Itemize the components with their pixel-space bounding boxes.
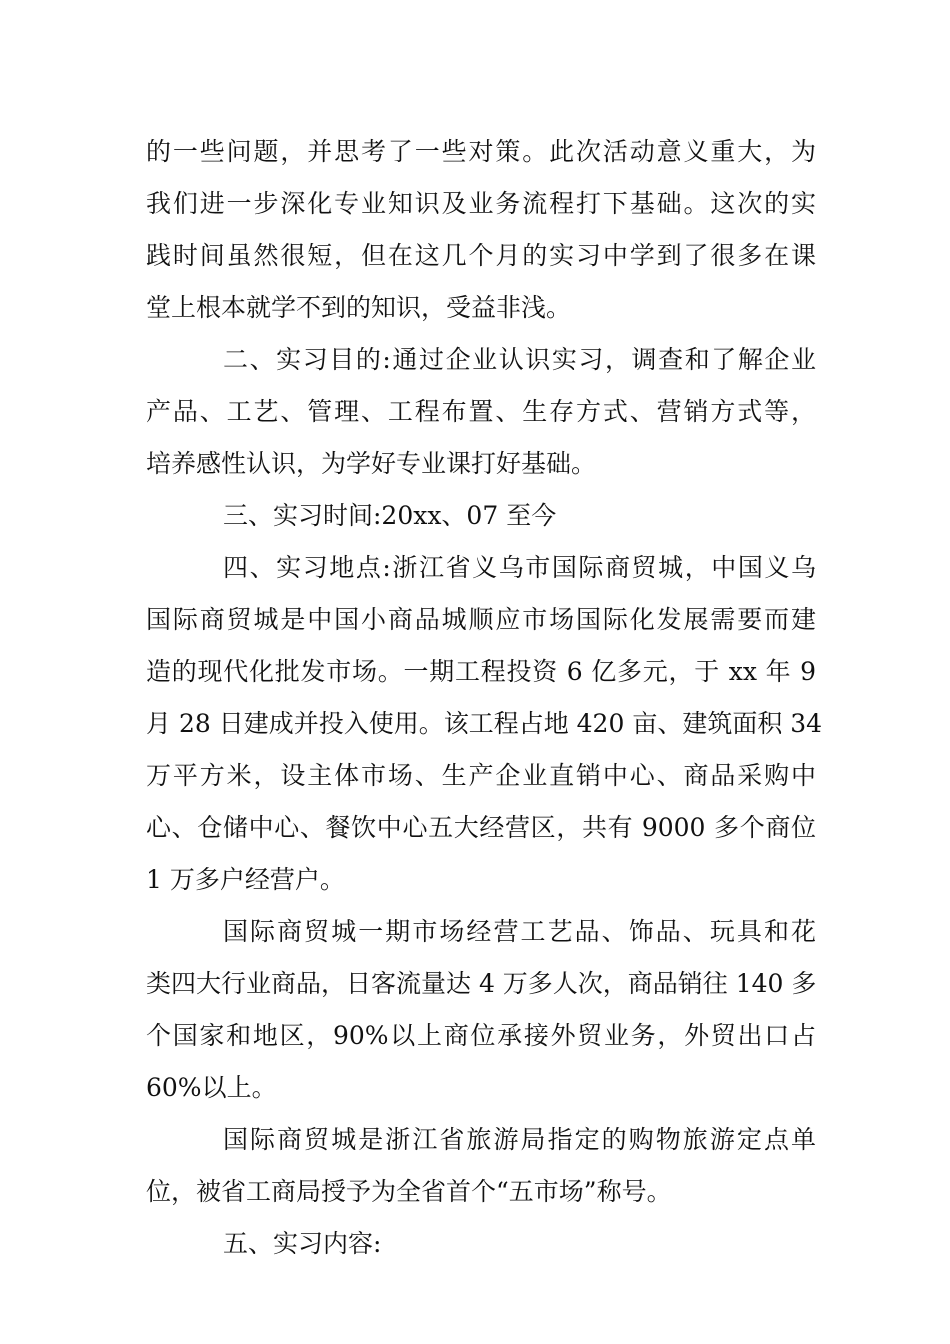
section-4-line-5: 万平方米，设主体市场、生产企业直销中心、商品采购中 [146, 761, 816, 790]
section-4-line-2: 国际商贸城是中国小商品城顺应市场国际化发展需要而建 [146, 605, 816, 634]
section-4-line-3: 造的现代化批发市场。一期工程投资 6 亿多元，于 xx 年 9 [146, 657, 816, 686]
paragraph-6-line-2: 位，被省工商局授予为全省首个“五市场”称号。 [146, 1177, 672, 1206]
section-2-heading-line: 二、实习目的:通过企业认识实习，调查和了解企业 [223, 345, 816, 374]
section-2-line-2: 产品、工艺、管理、工程布置、生存方式、营销方式等， [146, 397, 816, 426]
paragraph-1-line-4: 堂上根本就学不到的知识，受益非浅。 [146, 293, 572, 322]
section-2-line-3: 培养感性认识，为学好专业课打好基础。 [146, 449, 597, 478]
paragraph-6-line-1: 国际商贸城是浙江省旅游局指定的购物旅游定点单 [223, 1125, 816, 1154]
paragraph-1-line-2: 我们进一步深化专业知识及业务流程打下基础。这次的实 [146, 189, 816, 218]
paragraph-1-line-3: 践时间虽然很短，但在这几个月的实习中学到了很多在课 [146, 241, 816, 270]
paragraph-5-line-4: 60%以上。 [146, 1073, 277, 1102]
paragraph-5-line-3: 个国家和地区，90%以上商位承接外贸业务，外贸出口占 [146, 1021, 816, 1050]
section-4-heading-line: 四、实习地点:浙江省义乌市国际商贸城，中国义乌 [223, 553, 816, 582]
paragraph-1-line-1: 的一些问题，并思考了一些对策。此次活动意义重大，为 [146, 137, 816, 166]
section-4-line-4: 月 28 日建成并投入使用。该工程占地 420 亩、建筑面积 34 [146, 709, 823, 738]
section-4-line-6: 心、仓储中心、餐饮中心五大经营区，共有 9000 多个商位 [146, 813, 816, 842]
paragraph-5-line-2: 类四大行业商品，日客流量达 4 万多人次，商品销往 140 多 [146, 969, 817, 998]
section-4-line-7: 1 万多户经营户。 [146, 865, 345, 894]
paragraph-5-line-1: 国际商贸城一期市场经营工艺品、饰品、玩具和花 [223, 917, 816, 946]
section-5-heading-line: 五、实习内容: [223, 1229, 382, 1258]
section-3-heading-line: 三、实习时间:20xx、07 至今 [223, 501, 557, 530]
